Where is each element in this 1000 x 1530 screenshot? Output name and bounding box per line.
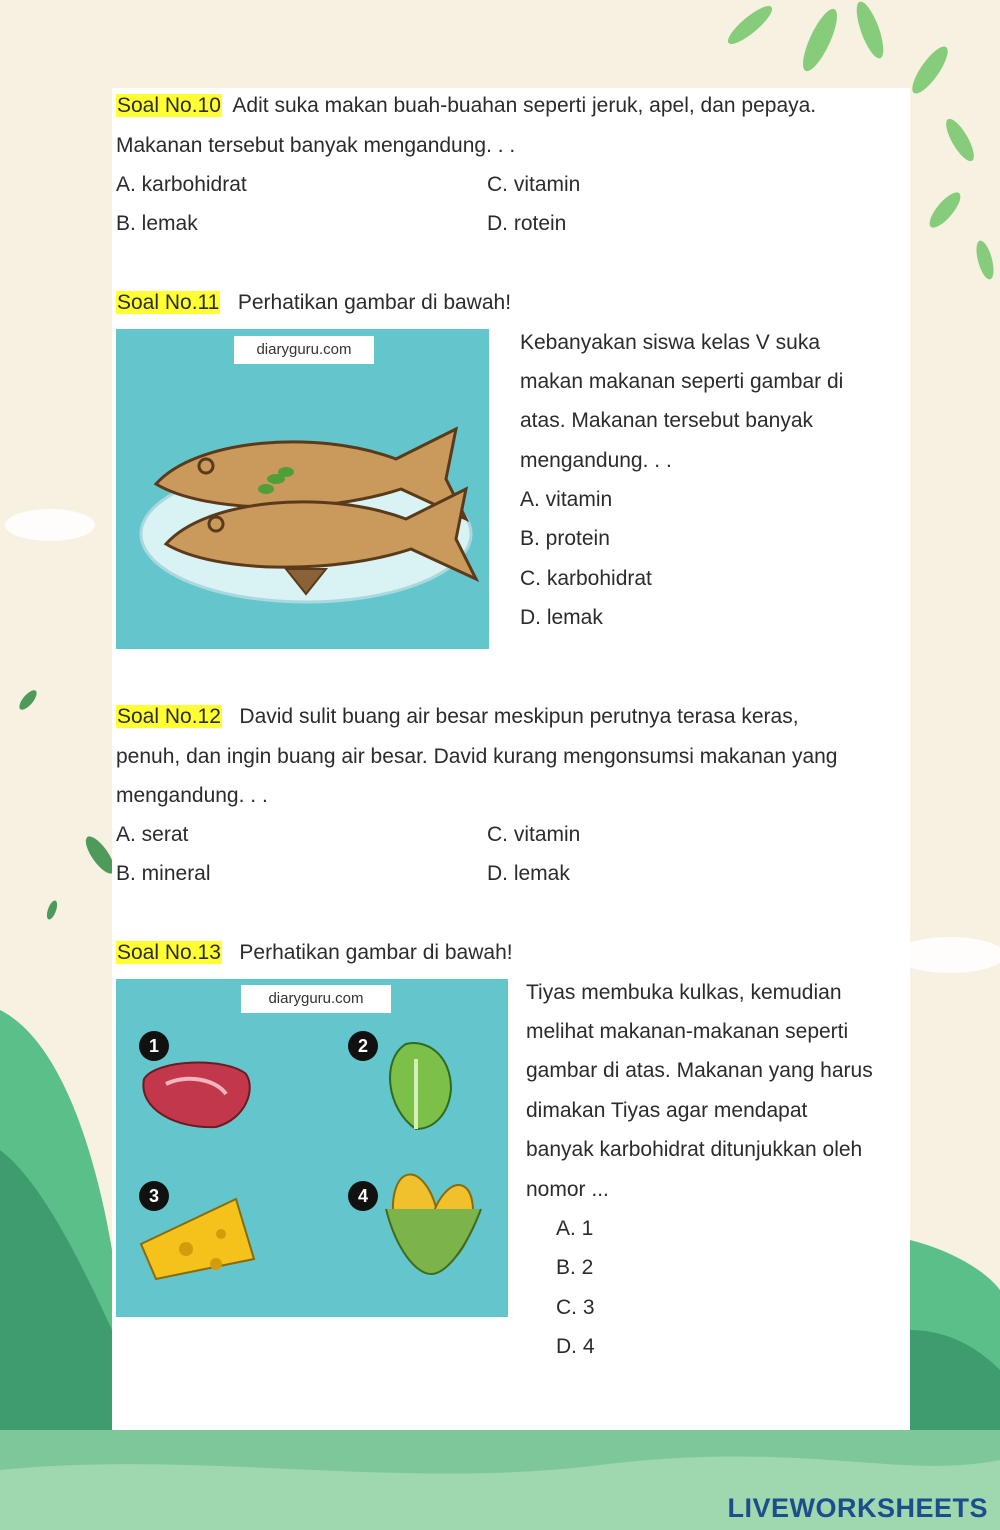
lettuce-icon <box>390 1043 451 1129</box>
question-10 <box>116 86 906 165</box>
question-13 <box>116 933 513 973</box>
question-label: Soal No.10 <box>117 94 221 117</box>
food-choices-image <box>116 979 508 1317</box>
question-text: Perhatikan gambar di bawah! <box>237 291 512 314</box>
number-badge: 4 <box>348 1181 378 1211</box>
liveworksheets-logo: LIVEWORKSHEETS <box>727 1493 988 1523</box>
question-text: penuh, dan ingin buang air besar. David kurang mengonsumsi makanan yang <box>116 744 838 768</box>
question-text-line: atas. Makanan tersebut banyak <box>520 409 814 432</box>
number-badge: 2 <box>348 1031 378 1061</box>
option-a[interactable]: A. vitamin <box>520 488 613 511</box>
option-b[interactable]: B. 2 <box>556 1256 594 1279</box>
option-a[interactable]: A. karbohidrat <box>116 173 247 196</box>
option-c[interactable]: C. 3 <box>556 1296 595 1319</box>
corn-icon <box>386 1171 481 1274</box>
option-c[interactable]: C. vitamin <box>487 173 581 196</box>
option-c[interactable]: C. vitamin <box>487 823 581 846</box>
question-text-line: melihat makanan-makanan seperti <box>526 1020 849 1043</box>
fish-image <box>116 329 489 649</box>
question-text-line: mengandung. . . <box>520 449 672 472</box>
option-a[interactable]: A. 1 <box>556 1217 594 1240</box>
question-label: Soal No.11 <box>117 291 220 314</box>
option-d[interactable]: D. lemak <box>520 606 603 629</box>
cheese-icon <box>141 1199 254 1279</box>
image-watermark: diaryguru.com <box>241 985 391 1013</box>
number-badge: 1 <box>139 1031 169 1061</box>
question-text-line: nomor ... <box>526 1178 609 1201</box>
option-a[interactable]: A. serat <box>116 823 189 846</box>
option-b[interactable]: B. mineral <box>116 862 211 885</box>
question-label: Soal No.12 <box>117 705 221 728</box>
question-text: mengandung. . . <box>116 784 268 807</box>
option-d[interactable]: D. lemak <box>487 862 570 885</box>
question-text-line: Kebanyakan siswa kelas V suka <box>520 331 820 354</box>
option-d[interactable]: D. rotein <box>487 212 567 235</box>
image-watermark: diaryguru.com <box>234 336 374 364</box>
number-badge: 3 <box>139 1181 169 1211</box>
question-text: David sulit buang air besar meskipun perutnya terasa keras, <box>239 705 799 728</box>
option-c[interactable]: C. karbohidrat <box>520 567 652 590</box>
question-label: Soal No.13 <box>117 941 221 964</box>
option-d[interactable]: D. 4 <box>556 1335 595 1358</box>
option-b[interactable]: B. lemak <box>116 212 198 235</box>
fish-plate-illustration <box>116 329 489 649</box>
question-text: Adit suka makan buah-buahan seperti jeruk, apel, dan pepaya. <box>232 94 817 117</box>
question-text: Perhatikan gambar di bawah! <box>239 941 513 964</box>
food-illustrations <box>116 979 508 1317</box>
question-text: Makanan tersebut banyak mengandung. . . <box>116 133 516 157</box>
question-text-line: dimakan Tiyas agar mendapat <box>526 1099 808 1122</box>
option-b[interactable]: B. protein <box>520 527 610 550</box>
question-text-line: gambar di atas. Makanan yang harus <box>526 1059 873 1082</box>
question-text-line: makan makanan seperti gambar di <box>520 370 844 393</box>
question-text-line: banyak karbohidrat ditunjukkan oleh <box>526 1138 863 1161</box>
meat-icon <box>143 1063 249 1128</box>
question-11 <box>116 283 511 323</box>
question-text-line: Tiyas membuka kulkas, kemudian <box>526 981 842 1004</box>
question-12 <box>116 697 906 816</box>
